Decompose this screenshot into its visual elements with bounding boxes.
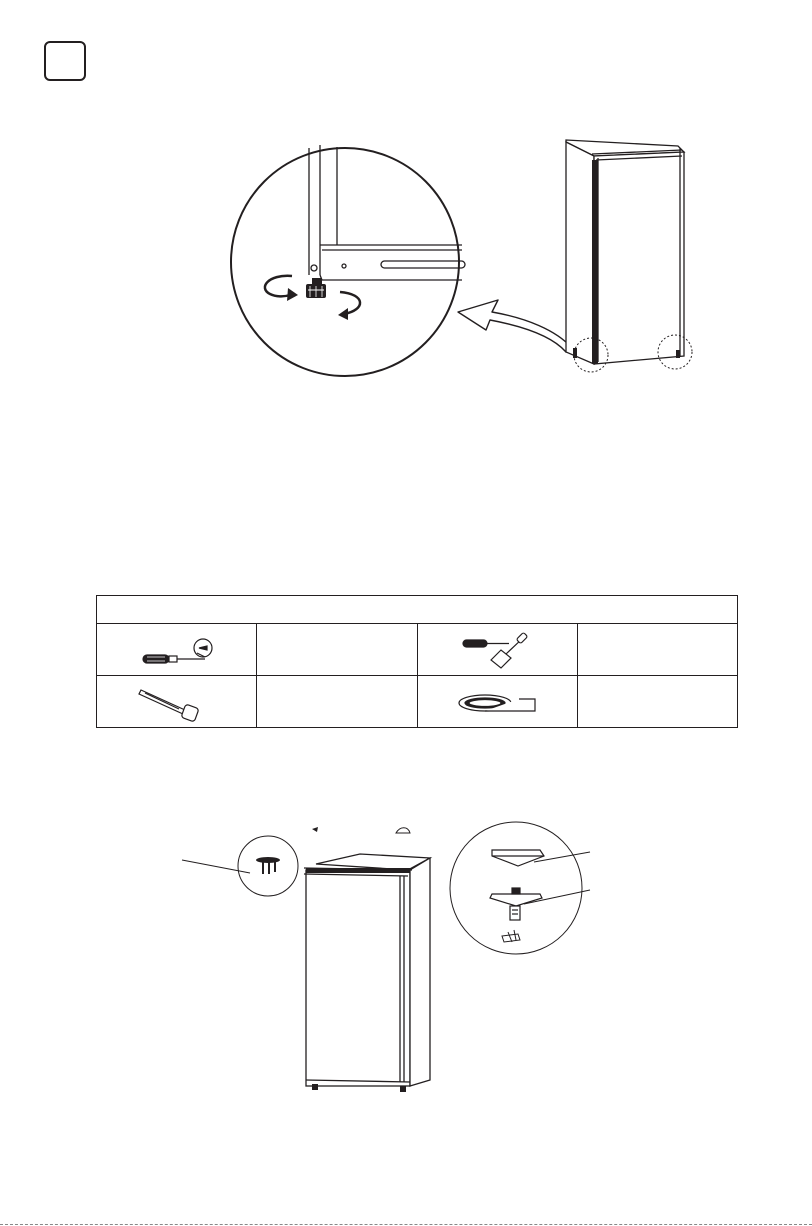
tape-roll-icon [417, 676, 577, 728]
tool-label [257, 676, 417, 728]
tools-table [96, 595, 738, 728]
refrigerator-front-view [304, 854, 430, 1086]
tool-label [577, 624, 737, 676]
tool-label [577, 676, 737, 728]
table-row [97, 624, 738, 676]
screwdriver-icon [97, 624, 257, 676]
refrigerator-angled-view [566, 140, 684, 364]
tools-table-header [97, 596, 738, 624]
screwdriver-putty-knife-icon [417, 624, 577, 676]
page-trim-line [0, 1224, 812, 1225]
door-edge [592, 160, 598, 364]
hinge-removal-illustration [0, 820, 812, 1110]
table-row [97, 676, 738, 728]
leveling-foot-illustration [0, 0, 812, 420]
tool-label [257, 624, 417, 676]
detail-magnifier-circle [231, 148, 459, 376]
socket-wrench-icon [97, 676, 257, 728]
pointer-arrow [458, 300, 572, 352]
